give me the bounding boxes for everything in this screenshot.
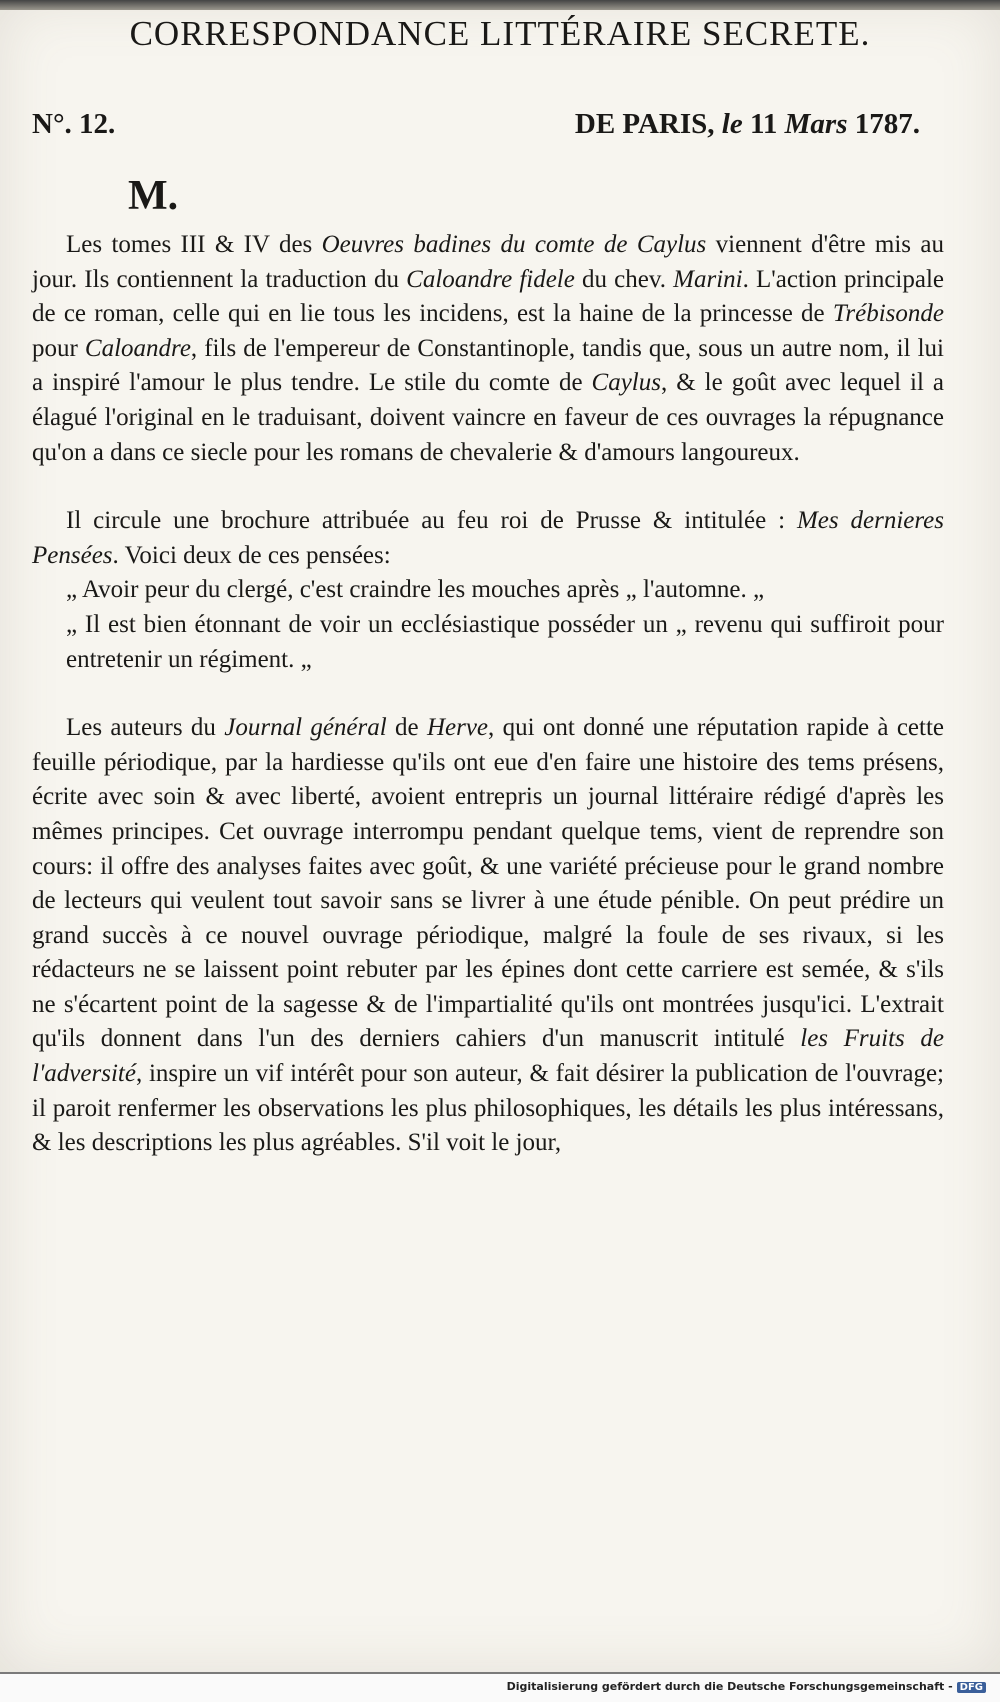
paragraph-caylus xyxy=(32,228,944,470)
italic-name: Trébisonde xyxy=(832,300,944,328)
issue-line xyxy=(32,108,920,141)
place-date-year: 1787. xyxy=(847,108,920,140)
place-date-prefix: DE PARIS, xyxy=(574,108,722,140)
text-run: Il circule une brochure attribuée au feu roi de Prusse & intitulée : xyxy=(66,507,797,535)
text-run: pour xyxy=(32,334,85,362)
funding-credit xyxy=(507,1680,986,1693)
paragraph-prusse xyxy=(32,504,944,573)
scan-top-edge xyxy=(0,0,1000,10)
italic-title: Oeuvres badines du comte de Caylus xyxy=(321,231,707,258)
text-run: . L'action principale de ce roman, celle qui en lie tous les incidens, est la haine de la princesse de xyxy=(32,265,945,328)
italic-title: les Fruits de l'adversité xyxy=(32,1025,944,1088)
italic-name: Marini xyxy=(673,265,743,293)
dfg-logo: DFG xyxy=(957,1682,986,1693)
quote-clerge: „ Avoir peur du clergé, c'est craindre les mouches après „ l'automne. „ xyxy=(66,576,765,604)
text-run: Les tomes III & IV des xyxy=(66,231,322,258)
quote-ecclesiastique: „ Il est bien étonnant de voir un ecclésiastique posséder un „ revenu qui suffiroit pour entretenir un régiment. „ xyxy=(66,610,944,673)
italic-name: Herve xyxy=(426,714,489,742)
italic-title: Journal général xyxy=(224,714,387,742)
italic-name: Caloandre xyxy=(84,334,191,362)
place-date-month: Mars xyxy=(784,108,848,140)
place-date xyxy=(575,108,920,141)
article-body xyxy=(32,228,944,1161)
text-run: , fils de l'empereur de Constantinople, tandis que, sous un autre nom, il lui a inspiré l'amour le plus tendre. Le stile du comte de xyxy=(32,334,944,397)
place-date-le: le xyxy=(721,108,743,140)
issue-number: N°. 12. xyxy=(32,108,116,140)
text-run: , qui ont donné une réputation rapide à cette feuille périodique, par la hardiesse qu'ils ont eue d'en faire une histoire des tems présens, écrite avec soin & avec liberté, avoient entrepris un journal littéraire rédigé d'après les mêmes principes. Cet ouvrage interrompu pendant quelque tems, vient de reprendre son cours: il offre des analyses faites avec goût, & une variété précieuse pour le grand nombre de lecteurs qui veulent tout savoir sans se livrer à une étude pénible. On peut prédire un grand succès à ce nouvel ouvrage périodique, malgré la foule de ses rivaux, si les rédacteurs ne se laissent point rebuter par les épines dont cette carriere est semée, & s'ils ne s'écartent point de la sagesse & de l'impartialité qu'ils ont montrées jusqu'ici. L'extrait qu'ils donnent dans l'un des derniers cahiers d'un manuscrit intitulé xyxy=(32,714,944,1053)
salutation: M. xyxy=(128,173,179,219)
italic-name: Caylus xyxy=(591,369,661,397)
paragraph-journal xyxy=(32,711,944,1161)
text-run: du chev. xyxy=(574,265,674,293)
digitization-footer xyxy=(0,1672,1000,1702)
running-title: CORRESPONDANCE LITTÉRAIRE SECRETE. xyxy=(129,14,871,53)
text-run: viennent d'être mis au jour. Ils contiennent la traduction du xyxy=(32,231,944,293)
italic-title: Caloandre fidele xyxy=(406,265,575,293)
text-run: Les auteurs du xyxy=(66,714,225,742)
italic-title: Mes dernieres Pensées xyxy=(32,507,944,569)
text-run: de xyxy=(386,714,427,742)
text-run: , inspire un vif intérêt pour son auteur, & fait désirer la publication de l'ouvrage; il paroit renfermer les observations les plus philosophiques, les détails les plus intéressans, & les descriptions les plus agréables. S'il voit le jour, xyxy=(32,1060,944,1157)
text-run: . Voici deux de ces pensées: xyxy=(112,541,391,569)
funding-credit-text: Digitalisierung gefördert durch die Deutsche Forschungsgemeinschaft - xyxy=(506,1680,953,1693)
text-run: , & le goût avec lequel il a élagué l'original en le traduisant, doivent vaincre en faveur de ces ouvrages la répugnance qu'on a dans ce siecle pour les romans de chevalerie & d'amours langoureux. xyxy=(32,369,944,466)
place-date-day: 11 xyxy=(742,108,785,140)
